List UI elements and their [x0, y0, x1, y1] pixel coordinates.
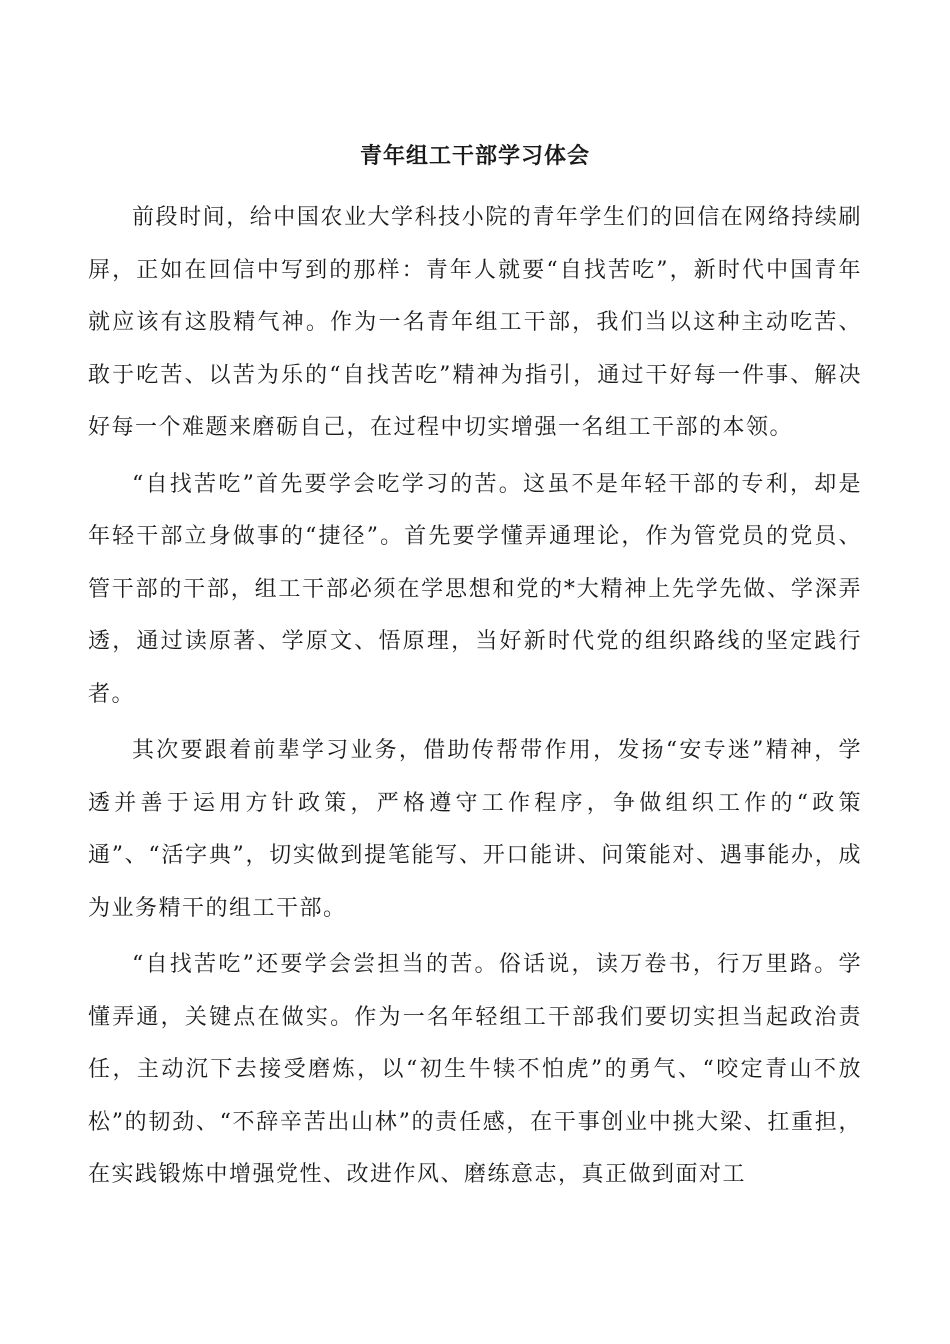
- document-page: [88, 136, 862, 1206]
- paragraph-1: 前段时间，给中国农业大学科技小院的青年学生们的回信在网络持续刷屏，正如在回信中写到的那样：青年人就要“自找苦吃”，新时代中国青年就应该有这股精气神。作为一名青年组工干部，我们当以这种主动吃苦、敢于吃苦、以苦为乐的“自找苦吃”精神为指引，通过干好每一件事、解决好每一个难题来磨砺自己，在过程中切实增强一名组工干部的本领。: [88, 205, 862, 440]
- paragraph-3: 其次要跟着前辈学习业务，借助传帮带作用，发扬“安专迷”精神，学透并善于运用方针政策，严格遵守工作程序，争做组织工作的“政策通”、“活字典”，切实做到提笔能写、开口能讲、问策能对、遇事能办，成为业务精干的组工干部。: [88, 738, 862, 921]
- paragraph-4: “自找苦吃”还要学会尝担当的苦。俗话说，读万卷书，行万里路。学懂弄通，关键点在做实。作为一名年轻组工干部我们要切实担当起政治责任，主动沉下去接受磨炼，以“初生牛犊不怕虎”的勇气、“咬定青山不放松”的韧劲、“不辞辛苦出山林”的责任感，在干事创业中挑大梁、扛重担，在实践锻炼中增强党性、改进作风、磨练意志，真正做到面对工: [88, 952, 862, 1187]
- document-title: 青年组工干部学习体会: [359, 143, 590, 169]
- paragraph-2: “自找苦吃”首先要学会吃学习的苦。这虽不是年轻干部的专利，却是年轻干部立身做事的“捷径”。首先要学懂弄通理论，作为管党员的党员、管干部的干部，组工干部必须在学思想和党的*大精神上先学先做、学深弄透，通过读原著、学原文、悟原理，当好新时代党的组织路线的坚定践行者。: [88, 471, 862, 707]
